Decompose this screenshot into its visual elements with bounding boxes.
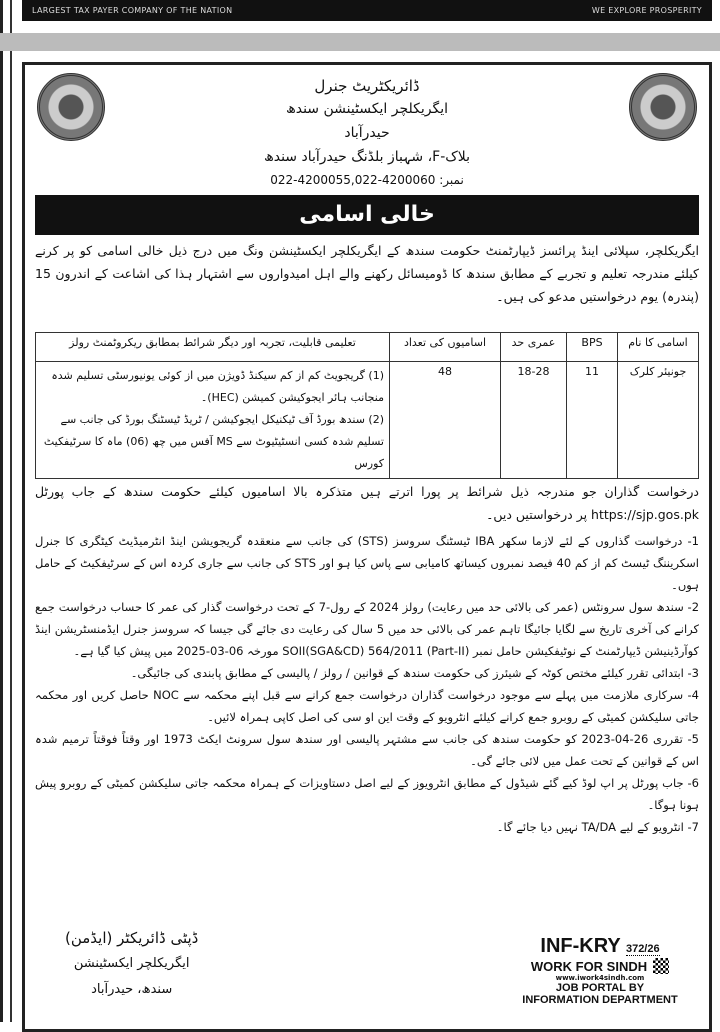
- table-row: [36, 362, 699, 479]
- qr-code-icon: [653, 958, 669, 974]
- col-post: اسامی کا نام: [618, 333, 699, 362]
- conditions-list: [35, 530, 699, 838]
- condition-item: 4- سرکاری ملازمت میں پہلے سے موجود درخواست گذاران درخواست جمع کرانے سے قبل اپنے محکمہ سے NOC حاصل کریں اور محکمہ جاتی سلیکشن کمیٹی کے روبرو جمع کرانے کیلئے انٹرویو کے وقت این او سی کی اصل کاپی ہمراہ لائیں۔: [35, 688, 699, 724]
- divider: [0, 33, 720, 51]
- phone-label: نمبر:: [439, 173, 464, 187]
- header-phone: [25, 173, 709, 187]
- col-bps: BPS: [567, 333, 618, 362]
- portal-line1: JOB PORTAL BY: [555, 982, 645, 994]
- header-line1: ڈائریکٹریٹ جنرل: [314, 77, 420, 95]
- table-header-row: [36, 333, 699, 362]
- qualification-1: (1) گریجویٹ کم از کم سیکنڈ ڈویژن میں از کوئی یونیورسٹی تسلیم شدہ منجانب ہائر ایجوکیشن کمیشن (HEC)۔: [51, 369, 384, 404]
- inf-code: INF-KRY: [540, 935, 621, 957]
- condition-item: 2- سندھ سول سرونٹس (عمر کی بالائی حد میں رعایت) رولز 2024 کے رول-7 کے تحت درخواست گذار کی عمر کا حساب درخواست جمع کرانے کی آخری تاریخ سے لگایا جائیگا تاہم عمر کی بالائی حد میں 5 سال کی رعایت دی جائے گی جیسا کہ سروسز جنرل ایڈمنسٹریشن اینڈ کوآرڈینیشن ڈیپارٹمنٹ کے نوٹیفکیشن حامل نمبر SOII(SGA&CD) 564/2011 (Part-II) مورخہ 06-03-2025 میں پیش کیا گیا ہے۔: [35, 600, 700, 658]
- col-qualification: تعلیمی قابلیت، تجربہ اور دیگر شرائط بمطابق ریکروٹمنٹ رولز: [36, 333, 390, 362]
- ad-title: خالی اسامی: [35, 195, 699, 235]
- condition-item: 1- درخواست گذاروں کے لئے لازما سکھر IBA ٹیسٹنگ سروسز (STS) کی جانب سے منعقدہ گریجویشن اینڈ انٹرمیڈیٹ کیٹگری کا جنرل اسکریننگ ٹیسٹ کم از کم 40 فیصد نمبروں کیساتھ کامیابی سے پاس کیا ہو اور STS کی جانب سے جاری کردہ اس کے سرٹیفکیٹ کے حامل ہوں۔: [35, 534, 699, 592]
- cell-post: جونیئر کلرک: [618, 362, 699, 479]
- header-line2: ایگریکلچر ایکسٹینشن سندھ: [285, 101, 449, 117]
- banner-right: WE EXPLORE PROSPERITY: [591, 6, 702, 15]
- page-border: [0, 0, 3, 1022]
- banner-left: LARGEST TAX PAYER COMPANY OF THE NATION: [32, 6, 233, 15]
- qualification-2: (2) سندھ بورڈ آف ٹیکنیکل ایجوکیشن / ٹریڈ ٹیسٹنگ بورڈ کی جانب سے تسلیم شدہ کسی انسٹیٹیوٹ سے MS آفس میں چھ (06) ماہ کا سرٹیفکیٹ کورس: [43, 413, 384, 470]
- work-for-sindh-logo: WORK FOR SINDH: [530, 958, 648, 974]
- inf-number: 372/26: [625, 943, 660, 955]
- header-address: بلاک-F، شہباز بلڈنگ حیدرآباد سندھ: [263, 149, 471, 165]
- advertisement: [22, 62, 712, 1032]
- portal-line2: INFORMATION DEPARTMENT: [522, 994, 678, 1006]
- condition-item: 7- انٹرویو کے لیے TA/DA نہیں دیا جائے گا۔: [496, 820, 699, 834]
- col-age: عمری حد: [501, 333, 567, 362]
- signature-block: [65, 925, 198, 1003]
- signatory-title: ڈپٹی ڈائریکٹر (ایڈمن): [65, 929, 199, 947]
- cell-bps: 11: [567, 362, 618, 479]
- header-line3: حیدرآباد: [344, 125, 390, 141]
- col-count: اسامیوں کی تعداد: [390, 333, 501, 362]
- inf-block: [505, 935, 695, 1006]
- newspaper-banner: [22, 0, 712, 21]
- signatory-location: سندھ، حیدرآباد: [91, 982, 173, 997]
- phone-number: 022-4200055,022-4200060: [270, 173, 436, 187]
- intro-paragraph: ایگریکلچر، سپلائی اینڈ پرائسز ڈیپارٹمنٹ حکومت سندھ کے ایگریکلچر ایکسٹینشن ونگ میں درج ذیل خالی اسامی کو پر کرنے کیلئے مندرجہ تعلیم و تجربے کے مطابق سندھ کا ڈومیسائل رکھنے والے اہل امیدواروں سے اشتہار ہذا کی اشاعت کے اندرون 15 (پندرہ) یوم درخواستیں مدعو کی ہیں۔: [35, 243, 699, 304]
- cell-qualification: [36, 362, 390, 479]
- cell-count: 48: [390, 362, 501, 479]
- vacancy-table: [35, 332, 699, 479]
- cell-age: 18-28: [501, 362, 567, 479]
- condition-item: 3- ابتدائی تقرر کیلئے مختص کوٹہ کے شیئرز کی حکومت سندھ کے قوانین / رولز / پالیسی کے مطابق پابندی کی جائیگی۔: [130, 666, 699, 680]
- inf-url: www.iwork4sindh.com: [555, 974, 645, 982]
- page-border: [10, 0, 12, 1022]
- condition-item: 5- تقرری 26-04-2023 کو حکومت سندھ کی جانب سے مشتہر پالیسی اور سندھ سول سرونٹ ایکٹ 1973 اور وقتاً فوقتاً ترمیم شدہ اس کے قوانین کے تحت عمل میں لائی جائے گی۔: [35, 732, 699, 768]
- apply-paragraph: درخواست گذاران جو مندرجہ ذیل شرائط پر پورا اترتے ہیں متذکرہ بالا اسامیوں کیلئے حکومت سندھ کے جاب پورٹل https://sjp.gos.pk پر درخواستیں دیں۔: [35, 484, 699, 522]
- condition-item: 6- جاب پورٹل پر اپ لوڈ کیے گئے شیڈول کے مطابق انٹرویوز کے لیے اصل دستاویزات کے ہمراہ محکمہ جاتی سلیکشن کمیٹی کے روبرو پیش ہونا ہوگا۔: [35, 776, 699, 812]
- signatory-dept: ایگریکلچر ایکسٹینشن: [73, 956, 190, 971]
